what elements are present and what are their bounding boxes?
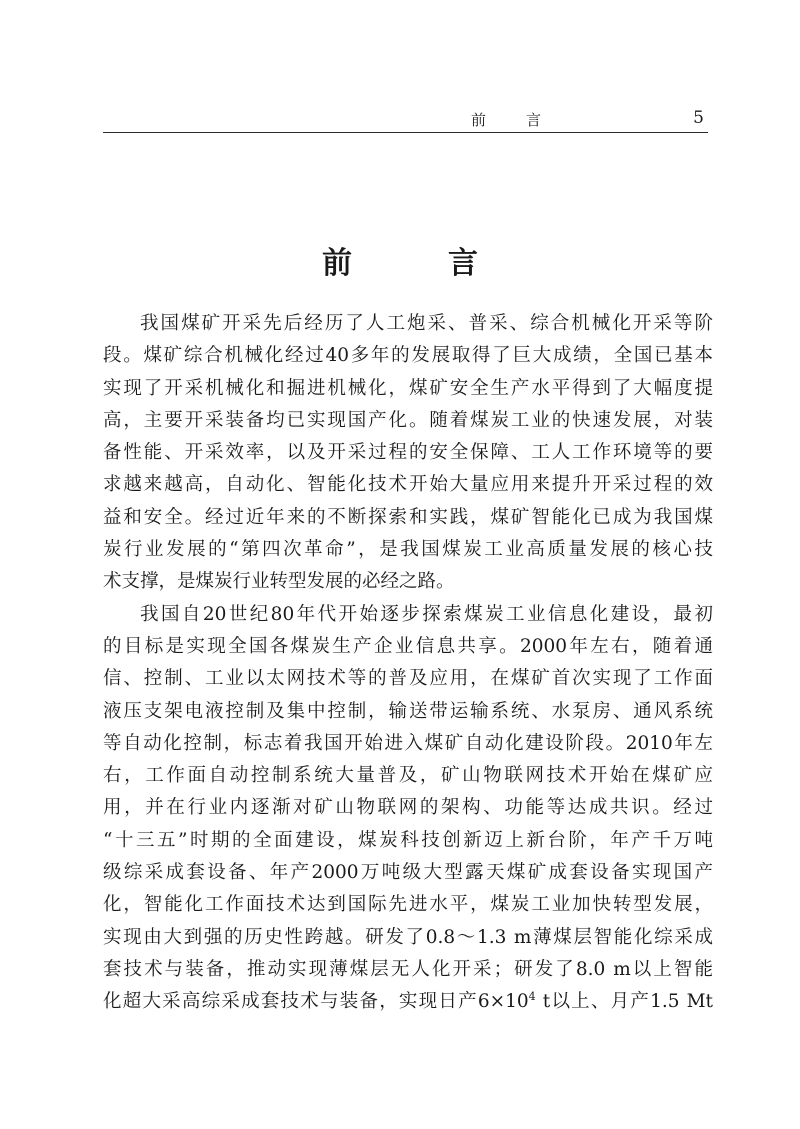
paragraph-2 xyxy=(103,599,713,1019)
chapter-title: 前言 xyxy=(322,246,574,281)
text-line: 我国煤矿开采先后经历了人工炮采、普采、综合机械化开采等阶 xyxy=(140,313,713,334)
text-line: 套技术与装备，推动实现薄煤层无人化开采；研发了8.0 m以上智能 xyxy=(103,958,713,980)
text-line: 炭行业发展的“第四次革命”，是我国煤炭工业高质量发展的核心技 xyxy=(103,539,713,561)
text-line: 化，智能化工作面技术达到国际先进水平，煤炭工业加快转型发展， xyxy=(103,894,713,916)
text-line: 高，主要开采装备均已实现国产化。随着煤炭工业的快速发展，对装 xyxy=(103,409,713,431)
running-title: 前言 xyxy=(471,111,582,129)
text-line-with-superscript xyxy=(103,986,713,1018)
exponent: 4 xyxy=(528,990,536,1004)
text-line: 右，工作面自动控制系统大量普及，矿山物联网技术开始在煤矿应 xyxy=(103,765,713,787)
text-line: 的目标是实现全国各煤炭生产企业信息共享。2000年左右，随着通 xyxy=(103,635,713,657)
text-line: 我国自20世纪80年代开始逐步探索煤炭工业信息化建设，最初 xyxy=(140,603,713,625)
page-number: 5 xyxy=(693,108,704,128)
body-text xyxy=(103,308,713,1019)
text-segment: t以上、月产1.5 Mt xyxy=(535,991,713,1013)
text-line: 实现由大到强的历史性跨越。研发了0.8～1.3 m薄煤层智能化综采成 xyxy=(103,926,713,948)
text-line: 求越来越高，自动化、智能化技术开始大量应用来提升开采过程的效 xyxy=(103,474,713,496)
text-line: 备性能、开采效率，以及开采过程的安全保障、工人工作环境等的要 xyxy=(103,442,713,464)
running-header xyxy=(103,108,708,133)
text-line: 益和安全。经过近年来的不断探索和实践，煤矿智能化已成为我国煤 xyxy=(103,506,713,528)
text-line: “十三五”时期的全面建设，煤炭科技创新迈上新台阶，年产千万吨 xyxy=(103,829,713,851)
text-line: 级综采成套设备、年产2000万吨级大型露天煤矿成套设备实现国产 xyxy=(103,862,713,884)
text-line: 等自动化控制，标志着我国开始进入煤矿自动化建设阶段。2010年左 xyxy=(103,732,713,754)
text-segment: 化超大采高综采成套技术与装备，实现日产6×10 xyxy=(103,991,529,1013)
text-line: 段。煤矿综合机械化经过40多年的发展取得了巨大成绩，全国已基本 xyxy=(103,345,713,367)
text-line: 用，并在行业内逐渐对矿山物联网的架构、功能等达成共识。经过 xyxy=(103,797,713,819)
text-line: 实现了开采机械化和掘进机械化，煤矿安全生产水平得到了大幅度提 xyxy=(103,377,713,399)
paragraph-1 xyxy=(103,308,713,599)
text-line: 信、控制、工业以太网技术等的普及应用，在煤矿首次实现了工作面 xyxy=(103,668,713,690)
text-line: 术支撑，是煤炭行业转型发展的必经之路。 xyxy=(103,571,455,593)
text-line: 液压支架电液控制及集中控制，输送带运输系统、水泵房、通风系统 xyxy=(103,700,713,722)
